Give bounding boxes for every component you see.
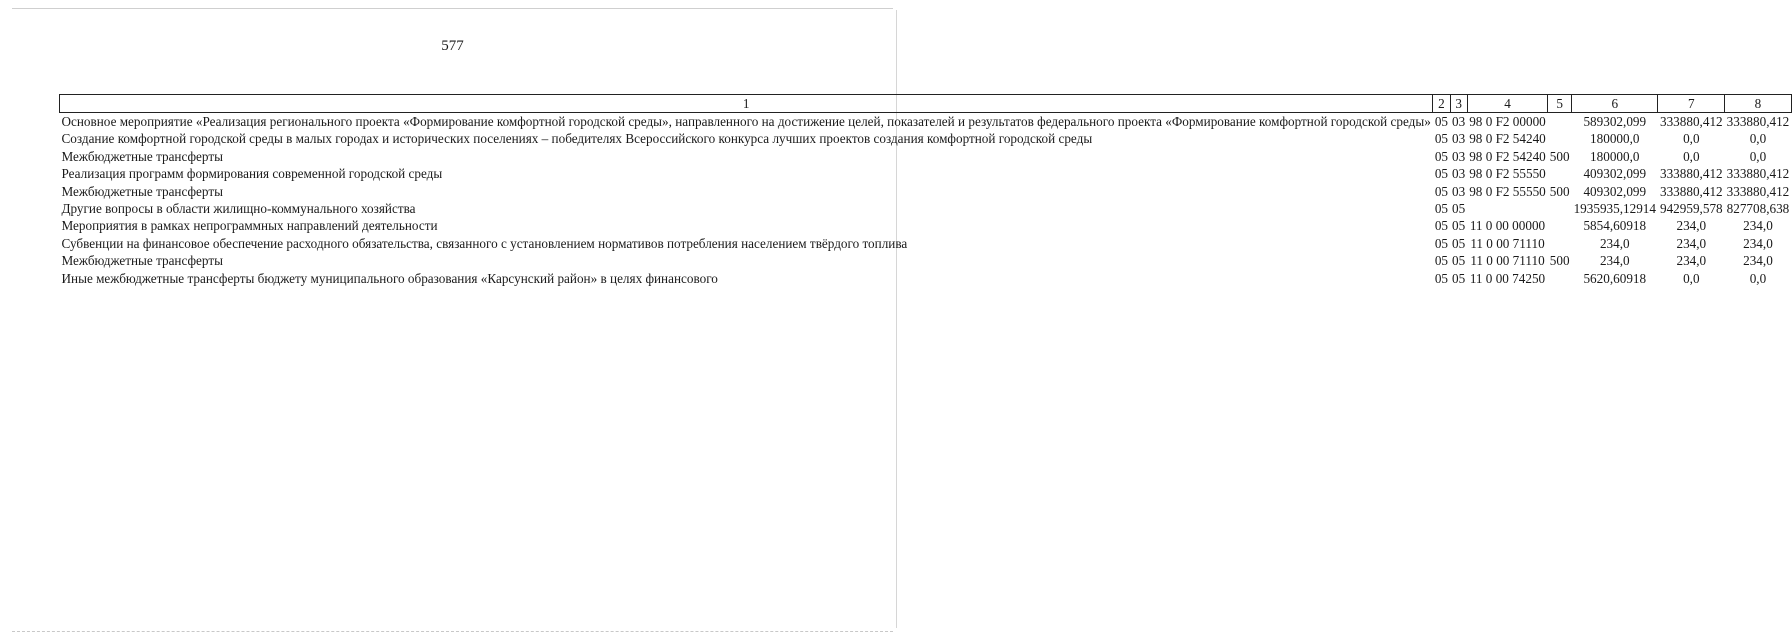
cell-expense-type	[1548, 165, 1572, 182]
cell-section: 05	[1434, 218, 1449, 234]
cell-amount-1: 5620,60918	[1583, 270, 1647, 286]
row-name: Реализация программ формирования современной городской среды	[61, 166, 443, 182]
cell-amount-2: 234,0	[1676, 218, 1707, 234]
cell-target-code: 98 0 F2 54240	[1469, 131, 1546, 147]
row-name: Межбюджетные трансферты	[61, 183, 223, 199]
cell-target-code: 11 0 00 00000	[1469, 218, 1546, 234]
row-name: Создание комфортной городской среды в малых городах и исторических поселениях – победителях Всероссийского конкурса лучших проектов создания комфортной городской среды	[61, 131, 1093, 147]
cell-expense-type	[1548, 200, 1572, 217]
table-row	[60, 270, 1792, 287]
cell-amount-3: 0,0	[1749, 148, 1767, 164]
cell-section: 05	[1434, 270, 1449, 286]
cell-amount-1: 5854,60918	[1583, 218, 1647, 234]
row-name: Другие вопросы в области жилищно-коммунального хозяйства	[61, 201, 416, 217]
row-name: Межбюджетные трансферты	[61, 253, 223, 269]
cell-amount-3: 0,0	[1749, 131, 1767, 147]
cell-amount-1: 234,0	[1599, 253, 1630, 269]
cell-expense-type	[1548, 217, 1572, 234]
cell-amount-1: 409302,099	[1583, 183, 1647, 199]
table-row	[60, 148, 1792, 165]
cell-amount-2: 0,0	[1683, 131, 1700, 147]
cell-subsection: 05	[1452, 270, 1466, 286]
cell-amount-3: 333880,412	[1726, 183, 1790, 199]
cell-section: 05	[1434, 166, 1449, 182]
row-name: Иные межбюджетные трансферты бюджету муниципального образования «Карсунский район» в целях финансового	[61, 270, 718, 286]
cell-amount-2: 333880,412	[1659, 166, 1723, 182]
cell-subsection: 05	[1452, 201, 1466, 217]
column-header: 5	[1548, 95, 1572, 113]
scan-frame-bottom	[12, 631, 893, 632]
cell-amount-2: 0,0	[1683, 270, 1700, 286]
cell-amount-3: 234,0	[1743, 218, 1773, 234]
cell-amount-3: 827708,638	[1726, 201, 1790, 217]
cell-section: 05	[1434, 114, 1449, 129]
table-row	[60, 183, 1792, 200]
cell-amount-2: 333880,412	[1659, 114, 1723, 129]
column-header: 8	[1725, 95, 1792, 113]
column-header: 4	[1467, 95, 1548, 113]
cell-amount-3: 333880,412	[1726, 114, 1790, 129]
cell-expense-type	[1548, 235, 1572, 252]
cell-amount-2: 234,0	[1676, 253, 1707, 269]
cell-subsection: 03	[1452, 148, 1466, 164]
cell-expense-type	[1548, 270, 1572, 287]
table-row	[60, 113, 1792, 131]
cell-subsection: 03	[1452, 183, 1466, 199]
cell-amount-3: 0,0	[1749, 270, 1767, 286]
scan-frame-top	[12, 8, 893, 9]
cell-amount-1: 1935935,12914	[1573, 201, 1656, 217]
table-row	[60, 235, 1792, 252]
cell-expense-type	[1548, 130, 1572, 147]
cell-amount-1: 589302,099	[1583, 114, 1647, 129]
cell-target-code: 98 0 F2 00000	[1469, 114, 1546, 129]
cell-section: 05	[1434, 235, 1449, 251]
cell-target-code: 11 0 00 74250	[1469, 270, 1546, 286]
cell-expense-type: 500	[1549, 253, 1570, 269]
cell-section: 05	[1434, 131, 1449, 147]
column-header: 7	[1658, 95, 1725, 113]
cell-section: 05	[1434, 253, 1449, 269]
cell-amount-1: 409302,099	[1583, 166, 1647, 182]
cell-section: 05	[1434, 148, 1449, 164]
table-row	[60, 130, 1792, 147]
table-row	[60, 217, 1792, 234]
cell-amount-2: 942959,578	[1659, 201, 1723, 217]
cell-subsection: 05	[1452, 235, 1466, 251]
row-name: Субвенции на финансовое обеспечение расходного обязательства, связанного с установлением нормативов потребления населением твёрдого топлива	[61, 235, 908, 251]
column-header: 3	[1450, 95, 1467, 113]
cell-subsection: 05	[1452, 253, 1466, 269]
cell-target-code: 98 0 F2 55550	[1469, 183, 1546, 199]
page-number: 577	[441, 38, 464, 54]
cell-amount-1: 180000,0	[1590, 148, 1640, 164]
cell-amount-1: 234,0	[1599, 235, 1630, 251]
cell-section: 05	[1434, 201, 1449, 217]
cell-amount-3: 333880,412	[1726, 166, 1790, 182]
cell-subsection: 03	[1452, 131, 1466, 147]
row-name: Основное мероприятие «Реализация регионального проекта «Формирование комфортной городской среды», направленного на достижение целей, показателей и результатов федерального проекта «Формирование комфортной городской среды»	[61, 114, 1431, 129]
budget-table	[59, 94, 1792, 287]
cell-amount-3: 234,0	[1743, 235, 1773, 251]
row-name: Межбюджетные трансферты	[61, 148, 223, 164]
cell-amount-1: 180000,0	[1590, 131, 1640, 147]
cell-subsection: 03	[1452, 166, 1466, 182]
cell-expense-type: 500	[1549, 183, 1570, 199]
cell-amount-2: 333880,412	[1659, 183, 1723, 199]
cell-subsection: 05	[1452, 218, 1466, 234]
table-header-row	[60, 95, 1792, 113]
cell-target-code: 98 0 F2 55550	[1469, 166, 1546, 182]
cell-target-code: 98 0 F2 54240	[1469, 148, 1546, 164]
cell-target-code: 11 0 00 71110	[1470, 235, 1545, 251]
cell-expense-type	[1548, 113, 1572, 131]
cell-target-code	[1467, 200, 1548, 217]
cell-amount-2: 234,0	[1676, 235, 1707, 251]
cell-expense-type: 500	[1549, 148, 1570, 164]
column-header: 6	[1572, 95, 1658, 113]
cell-target-code: 11 0 00 71110	[1470, 253, 1545, 269]
table-row	[60, 165, 1792, 182]
cell-section: 05	[1434, 183, 1449, 199]
cell-amount-3: 234,0	[1743, 253, 1773, 269]
table-row	[60, 252, 1792, 269]
column-header: 2	[1433, 95, 1450, 113]
cell-subsection: 03	[1452, 114, 1466, 129]
column-header: 1	[60, 95, 1433, 113]
table-row	[60, 200, 1792, 217]
cell-amount-2: 0,0	[1683, 148, 1700, 164]
row-name: Мероприятия в рамках непрограммных направлений деятельности	[61, 218, 438, 234]
